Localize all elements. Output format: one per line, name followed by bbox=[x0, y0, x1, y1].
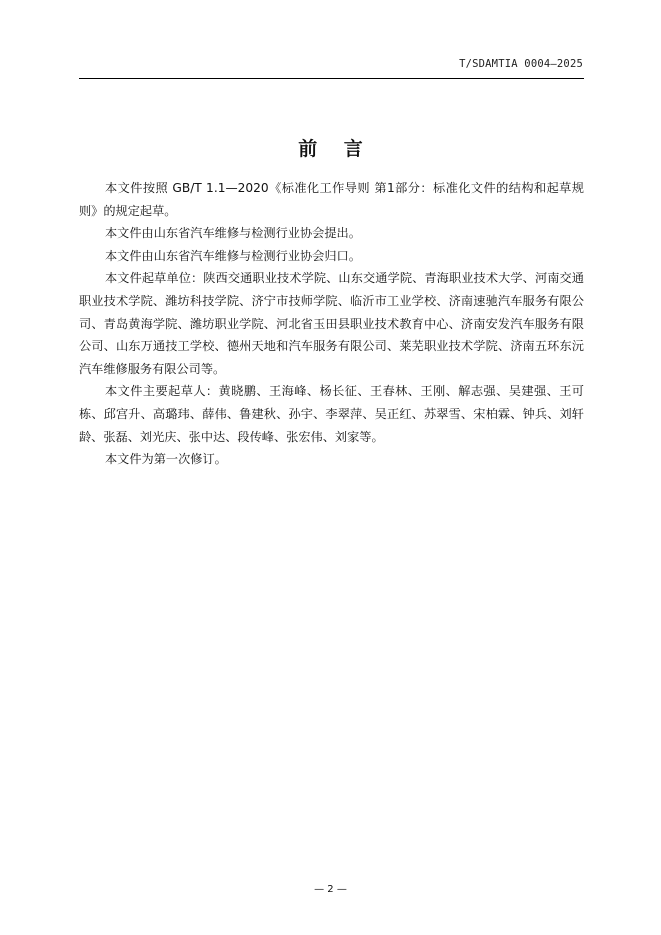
foreword-body bbox=[79, 177, 584, 471]
header-rule bbox=[79, 78, 584, 79]
paragraph-revision: 本文件为第一次修订。 bbox=[105, 452, 227, 467]
standard-code: T/SDAMTIA 0004—2025 bbox=[459, 58, 583, 70]
paragraph-drafting-units: 本文件起草单位：陕西交通职业技术学院、山东交通学院、青海职业技术大学、河南交通职业技术学院、潍坊科技学院、济宁市技师学院、临沂市工业学校、济南速驰汽车服务有限公司、青岛黄海学院、潍坊职业学院、河北省玉田县职业技术教育中心、济南安发汽车服务有限公司、山东万通技工学校、德州天地和汽车服务有限公司、莱芜职业技术学院、济南五环东沅汽车维修服务有限公司等。 bbox=[79, 271, 584, 376]
page-number: — 2 — bbox=[314, 884, 347, 895]
page-title: 前 言 bbox=[298, 138, 373, 160]
paragraph-drafting-basis: 本文件按照 GB/T 1.1—2020《标准化工作导则 第1部分：标准化文件的结构和起草规则》的规定起草。 bbox=[79, 181, 584, 218]
paragraph-proposer: 本文件由山东省汽车维修与检测行业协会提出。 bbox=[105, 226, 361, 241]
paragraph-drafters: 本文件主要起草人：黄晓鹏、王海峰、杨长征、王春林、王刚、解志强、吴建强、王可栋、邱宫升、高璐玮、薛伟、鲁建秋、孙宇、李翠萍、吴正红、苏翠雪、宋柏霖、钟兵、刘轩龄、张磊、刘光庆、张中达、段传峰、张宏伟、刘家等。 bbox=[79, 384, 584, 444]
paragraph-administrator: 本文件由山东省汽车维修与检测行业协会归口。 bbox=[105, 248, 361, 263]
